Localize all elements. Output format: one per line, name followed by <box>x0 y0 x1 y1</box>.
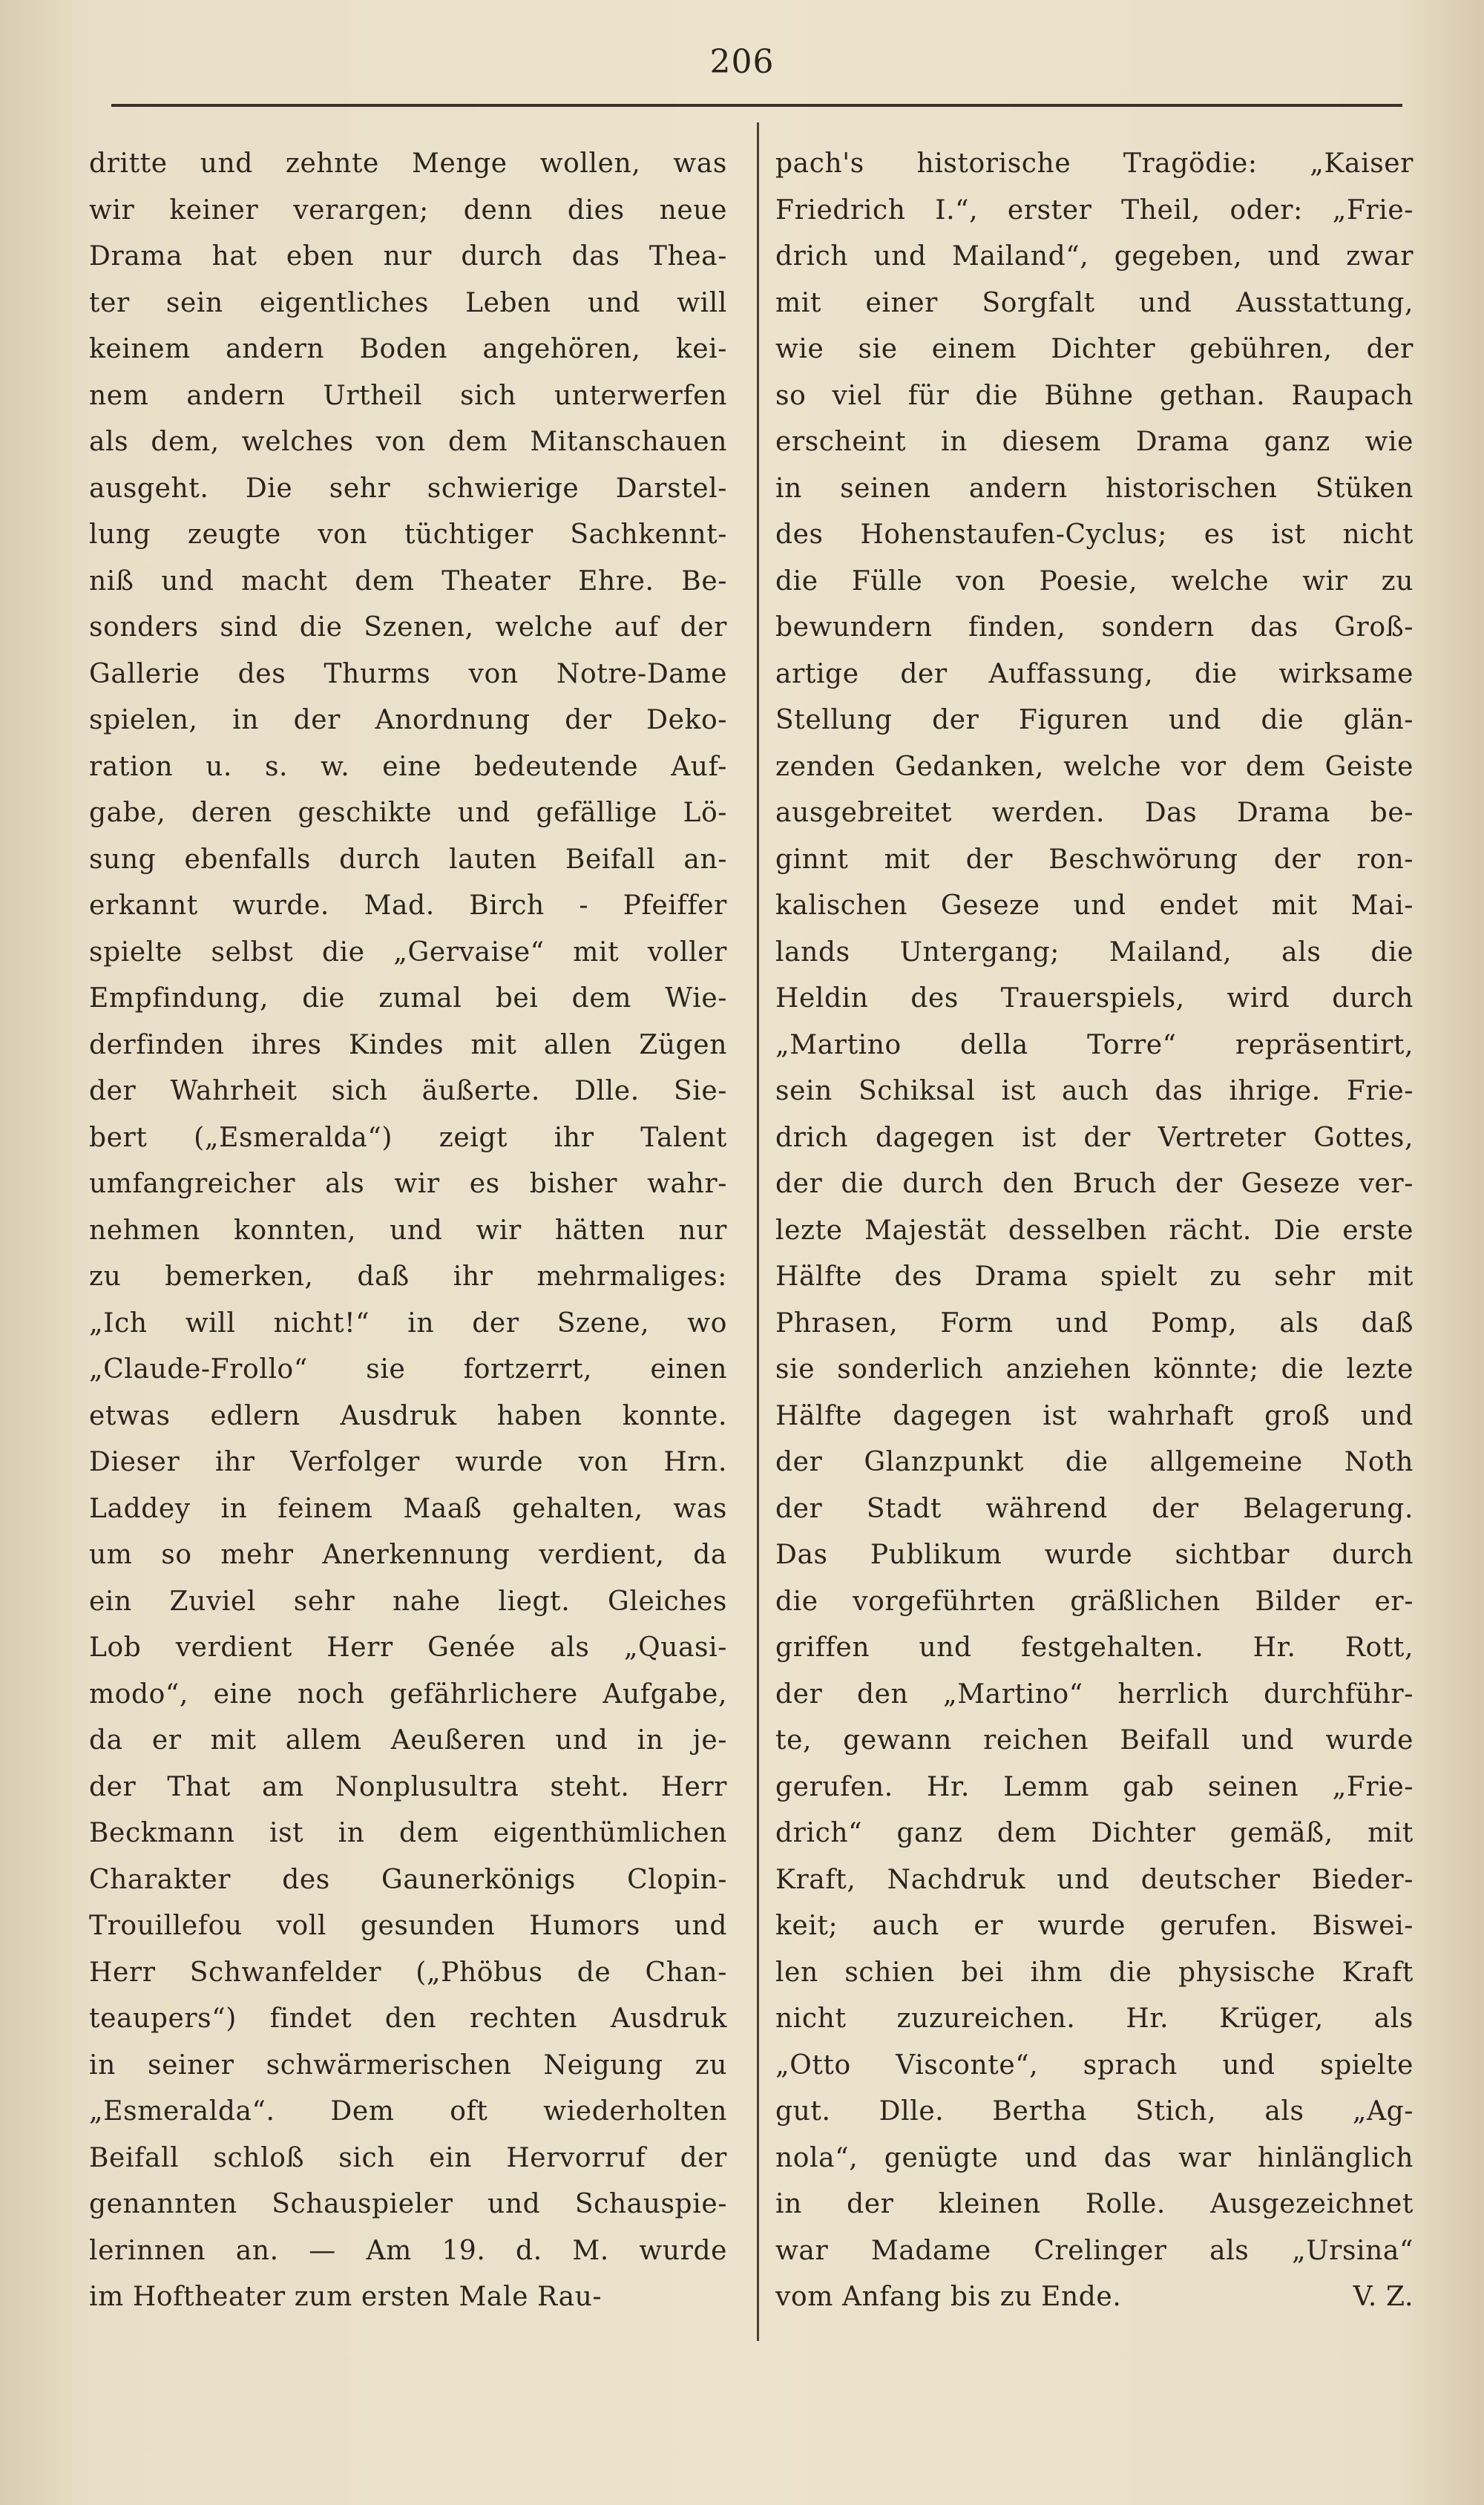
text-line: Friedrich I.“, erster Theil, oder: „Frie- <box>775 194 1414 226</box>
text-line: Heldin des Trauerspiels, wird durch <box>775 983 1414 1014</box>
text-line: „Claude-Frollo“ sie fortzerrt, einen <box>89 1354 727 1385</box>
text-line: Empfindung, die zumal bei dem Wie- <box>89 983 727 1014</box>
text-line: artige der Auffassung, die wirksame <box>775 658 1414 689</box>
text-line: erscheint in diesem Drama ganz wie <box>775 427 1414 457</box>
text-line: nicht zuzureichen. Hr. Krüger, als <box>775 2003 1414 2034</box>
text-line: nem andern Urtheil sich unterwerfen <box>89 380 727 411</box>
text-line: da er mit allem Aeußeren und in je- <box>89 1725 727 1756</box>
text-line: te, gewann reichen Beifall und wurde <box>775 1725 1414 1756</box>
text-line: der den „Martino“ herrlich durchführ- <box>775 1678 1414 1710</box>
text-line: kalischen Geseze und endet mit Mai- <box>775 890 1414 921</box>
text-line: drich“ ganz dem Dichter gemäß, mit <box>775 1818 1414 1848</box>
text-line: „Martino della Torre“ repräsentirt, <box>775 1029 1414 1060</box>
text-line: um so mehr Anerkennung verdient, da <box>89 1540 727 1570</box>
text-line: „Ich will nicht!“ in der Szene, wo <box>89 1307 727 1339</box>
text-line: drich dagegen ist der Vertreter Gottes, <box>775 1122 1414 1153</box>
text-line: lerinnen an. — Am 19. d. M. wurde <box>89 2235 727 2266</box>
text-line: keinem andern Boden angehören, kei- <box>89 334 727 364</box>
text-line: Herr Schwanfelder („Phöbus de Chan- <box>89 1957 727 1988</box>
text-line: Beckmann ist in dem eigenthümlichen <box>89 1818 727 1848</box>
text-line: Gallerie des Thurms von Notre-Dame <box>89 658 727 689</box>
text-line: lung zeugte von tüchtiger Sachkennt- <box>89 519 727 550</box>
text-line: in seiner schwärmerischen Neigung zu <box>89 2049 727 2081</box>
text-line: Charakter des Gaunerkönigs Clopin- <box>89 1864 727 1895</box>
page-number: 206 <box>709 43 775 81</box>
header-rule <box>111 104 1402 107</box>
text-line: Lob verdient Herr Genée als „Quasi- <box>89 1632 727 1663</box>
text-line: gerufen. Hr. Lemm gab seinen „Frie- <box>775 1771 1414 1802</box>
text-line: sie sonderlich anziehen könnte; die lezte <box>775 1354 1414 1385</box>
column-divider <box>757 122 759 2341</box>
text-line: so viel für die Bühne gethan. Raupach <box>775 380 1414 411</box>
text-line: zu bemerken, daß ihr mehrmaliges: <box>89 1261 727 1292</box>
text-line: nehmen konnten, und wir hätten nur <box>89 1215 727 1246</box>
text-line: zenden Gedanken, welche vor dem Geiste <box>775 751 1414 782</box>
text-line: niß und macht dem Theater Ehre. Be- <box>89 565 727 597</box>
text-line: der Glanzpunkt die allgemeine Noth <box>775 1447 1414 1477</box>
text-line: ausgeht. Die sehr schwierige Darstel- <box>89 473 727 504</box>
text-line: griffen und festgehalten. Hr. Rott, <box>775 1632 1414 1663</box>
text-line: sonders sind die Szenen, welche auf der <box>89 612 727 643</box>
text-line: dritte und zehnte Menge wollen, was <box>89 148 727 179</box>
right-column <box>775 141 1414 2321</box>
text-line: lezte Majestät desselben rächt. Die erste <box>775 1215 1414 1246</box>
text-line: derfinden ihres Kindes mit allen Zügen <box>89 1029 727 1060</box>
text-line: die vorgeführten gräßlichen Bilder er- <box>775 1586 1414 1617</box>
text-line: der Stadt während der Belagerung. <box>775 1493 1414 1524</box>
text-line: gabe, deren geschikte und gefällige Lö- <box>89 798 727 828</box>
text-line: als dem, welches von dem Mitanschauen <box>89 427 727 457</box>
text-line: gut. Dlle. Bertha Stich, als „Ag- <box>775 2096 1414 2127</box>
closing-text: vom Anfang bis zu Ende. <box>775 2282 1122 2312</box>
text-line: Das Publikum wurde sichtbar durch <box>775 1540 1414 1570</box>
text-line: umfangreicher als wir es bisher wahr- <box>89 1169 727 1199</box>
text-line: ginnt mit der Beschwörung der ron- <box>775 844 1414 875</box>
text-line: teaupers“) findet den rechten Ausdruk <box>89 2003 727 2034</box>
text-line: in der kleinen Rolle. Ausgezeichnet <box>775 2189 1414 2219</box>
text-line: „Esmeralda“. Dem oft wiederholten <box>89 2096 727 2127</box>
text-line: pach's historische Tragödie: „Kaiser <box>775 148 1414 179</box>
text-line: Phrasen, Form und Pomp, als daß <box>775 1307 1414 1339</box>
text-line: der Wahrheit sich äußerte. Dlle. Sie- <box>89 1076 727 1106</box>
text-line: Stellung der Figuren und die glän- <box>775 705 1414 735</box>
closing-line <box>775 2274 1414 2321</box>
text-line: war Madame Crelinger als „Ursina“ <box>775 2235 1414 2266</box>
text-line: sein Schiksal ist auch das ihrige. Frie- <box>775 1076 1414 1106</box>
text-line: in seinen andern historischen Stüken <box>775 473 1414 504</box>
text-line: bert („Esmeralda“) zeigt ihr Talent <box>89 1122 727 1153</box>
text-line: Kraft, Nachdruk und deutscher Bieder- <box>775 1864 1414 1895</box>
text-line: nola“, genügte und das war hinlänglich <box>775 2142 1414 2173</box>
text-line: Hälfte dagegen ist wahrhaft groß und <box>775 1400 1414 1431</box>
text-line: ausgebreitet werden. Das Drama be- <box>775 798 1414 828</box>
text-line: Laddey in feinem Maaß gehalten, was <box>89 1493 727 1524</box>
text-line: Drama hat eben nur durch das Thea- <box>89 241 727 272</box>
left-column <box>89 141 727 2321</box>
text-line: sung ebenfalls durch lauten Beifall an- <box>89 844 727 875</box>
text-line: erkannt wurde. Mad. Birch - Pfeiffer <box>89 890 727 921</box>
text-line: ter sein eigentliches Leben und will <box>89 287 727 318</box>
text-line: Dieser ihr Verfolger wurde von Hrn. <box>89 1447 727 1477</box>
text-line: keit; auch er wurde gerufen. Biswei- <box>775 1911 1414 1941</box>
text-line: etwas edlern Ausdruk haben konnte. <box>89 1400 727 1431</box>
text-line: lands Untergang; Mailand, als die <box>775 936 1414 968</box>
text-line: modo“, eine noch gefährlichere Aufgabe, <box>89 1678 727 1710</box>
text-line: im Hoftheater zum ersten Male Rau- <box>89 2282 603 2312</box>
text-line: len schien bei ihm die physische Kraft <box>775 1957 1414 1988</box>
text-line: Trouillefou voll gesunden Humors und <box>89 1911 727 1941</box>
text-line: Hälfte des Drama spielt zu sehr mit <box>775 1261 1414 1292</box>
text-line: spielen, in der Anordnung der Deko- <box>89 705 727 735</box>
text-line: spielte selbst die „Gervaise“ mit voller <box>89 936 727 968</box>
author-signature: V. Z. <box>1353 2282 1414 2312</box>
text-line: bewundern finden, sondern das Groß- <box>775 612 1414 643</box>
text-line: die Fülle von Poesie, welche wir zu <box>775 565 1414 597</box>
text-line: des Hohenstaufen-Cyclus; es ist nicht <box>775 519 1414 550</box>
text-line: mit einer Sorgfalt und Ausstattung, <box>775 287 1414 318</box>
text-line: der That am Nonplusultra steht. Herr <box>89 1771 727 1802</box>
text-line: ration u. s. w. eine bedeutende Auf- <box>89 751 727 782</box>
text-line: drich und Mailand“, gegeben, und zwar <box>775 241 1414 272</box>
text-line: ein Zuviel sehr nahe liegt. Gleiches <box>89 1586 727 1617</box>
text-line: wie sie einem Dichter gebühren, der <box>775 334 1414 364</box>
text-line: genannten Schauspieler und Schauspie- <box>89 2189 727 2219</box>
text-line: „Otto Visconte“, sprach und spielte <box>775 2049 1414 2081</box>
text-line: wir keiner verargen; denn dies neue <box>89 194 727 226</box>
text-line: Beifall schloß sich ein Hervorruf der <box>89 2142 727 2173</box>
text-line: der die durch den Bruch der Geseze ver- <box>775 1169 1414 1199</box>
